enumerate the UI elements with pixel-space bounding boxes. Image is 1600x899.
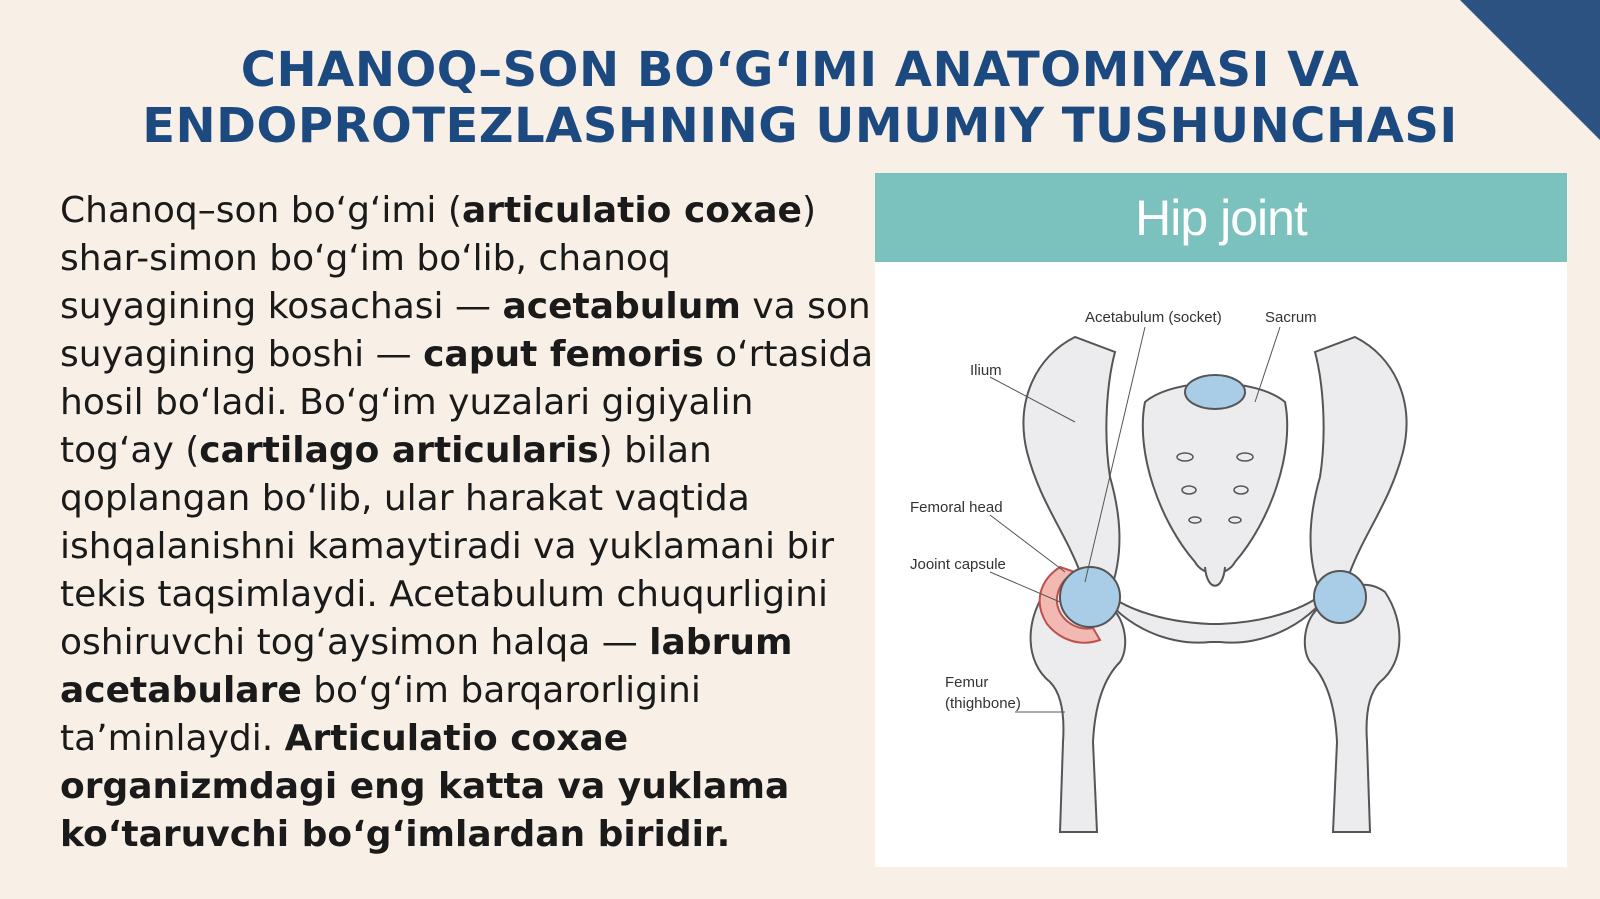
text-run: ) bilan qoplangan bo‘lib, ular harakat vaqtida ishqalanishni kamaytiradi va yuklamani bir tekis taqsimlaydi. Acetabulum chuqurligini oshiruvchi tog‘aysimon halqa — bbox=[60, 430, 835, 663]
bold-term: cartilago articularis bbox=[199, 430, 599, 471]
pubic-bone bbox=[1095, 582, 1335, 643]
body-paragraph bbox=[60, 187, 875, 859]
label-thighbone: (thighbone) bbox=[945, 695, 1021, 712]
vertebra-disc bbox=[1185, 375, 1245, 409]
right-femur bbox=[1305, 585, 1400, 832]
bold-term: labrum acetabulare bbox=[60, 622, 793, 711]
pelvis-illustration bbox=[875, 262, 1567, 867]
label-ilium: Ilium bbox=[970, 362, 1002, 379]
bold-term: articulatio coxae bbox=[461, 190, 802, 231]
femoral-head-right bbox=[1314, 571, 1366, 623]
bold-term: acetabulum bbox=[502, 286, 741, 327]
left-ilium bbox=[1024, 337, 1120, 592]
bold-term: Articulatio coxae organizmdagi eng katta va yuklama ko‘taruvchi bo‘g‘imlardan biridir. bbox=[60, 718, 790, 855]
label-sacrum: Sacrum bbox=[1265, 309, 1317, 326]
text-run: o‘rtasida hosil bo‘ladi. Bo‘g‘im yuzalari gigiyalin tog‘ay ( bbox=[60, 334, 874, 471]
label-femur: Femur bbox=[945, 674, 989, 691]
label-joint-capsule: Jooint capsule bbox=[910, 556, 1006, 573]
title-line-2: ENDOPROTEZLASHNING UMUMIY TUSHUNCHASI bbox=[142, 98, 1458, 154]
label-acetabulum: Acetabulum (socket) bbox=[1085, 309, 1222, 326]
sacrum bbox=[1143, 383, 1287, 573]
title-line-1: CHANOQ–SON BO‘G‘IMI ANATOMIYASI VA bbox=[240, 42, 1360, 98]
right-ilium bbox=[1311, 337, 1407, 592]
bold-term: caput femoris bbox=[423, 334, 704, 375]
hip-joint-figure bbox=[875, 173, 1567, 867]
text-run: bo‘g‘im barqarorligini ta’minlaydi. bbox=[60, 670, 701, 759]
text-run: va son suyagining boshi — bbox=[60, 286, 871, 375]
slide-title bbox=[80, 42, 1520, 154]
text-run: ) shar-simon bo‘g‘im bo‘lib, chanoq suyagining kosachasi — bbox=[60, 190, 816, 327]
text-run: Chanoq–son bo‘g‘imi ( bbox=[60, 190, 462, 231]
femoral-head-left bbox=[1060, 567, 1120, 627]
figure-title: Hip joint bbox=[875, 173, 1567, 262]
label-femoral-head: Femoral head bbox=[910, 499, 1003, 516]
